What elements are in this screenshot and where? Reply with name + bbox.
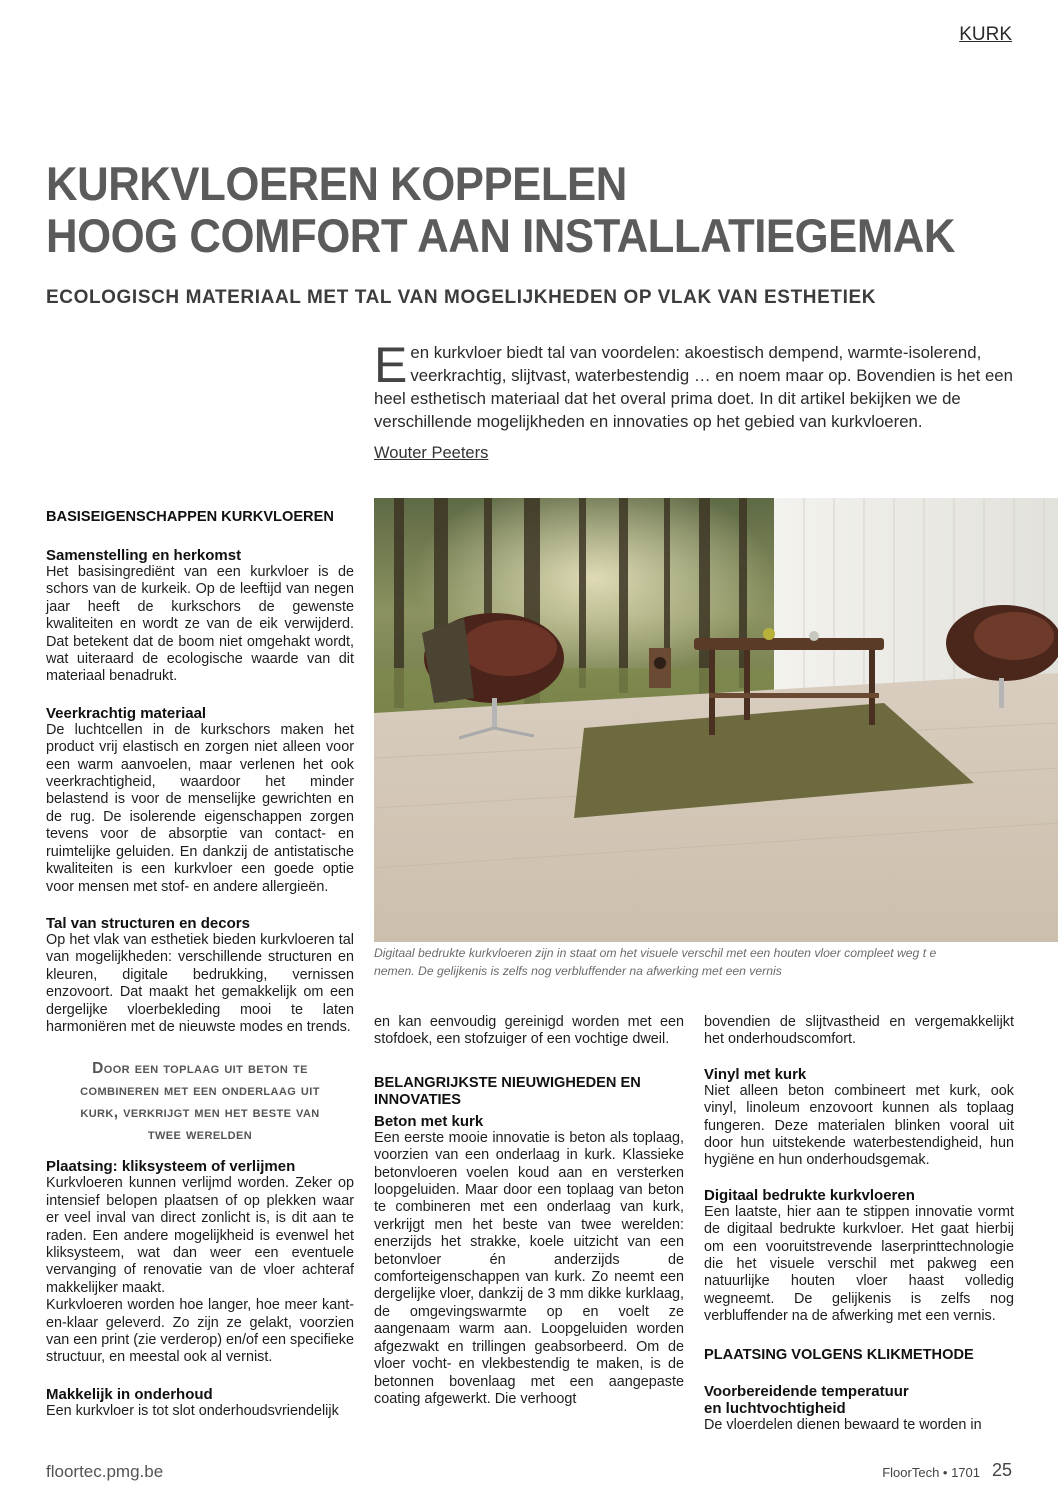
section-heading-basics: BASISEIGENSCHAPPEN KURKVLOEREN	[46, 509, 334, 525]
subheading-maintenance: Makkelijk in onderhoud	[46, 1385, 213, 1403]
paragraph: Een kurkvloer is tot slot onderhoudsvriendelijk	[46, 1402, 339, 1419]
column-2	[374, 1014, 684, 1408]
paragraph: De vloerdelen dienen bewaard te worden in	[704, 1416, 982, 1433]
article-subtitle: ECOLOGISCH MATERIAAL MET TAL VAN MOGELIJKHEDEN OP VLAK VAN ESTHETIEK	[46, 287, 877, 308]
subheading-structures: Tal van structuren en decors	[46, 914, 250, 932]
author-byline: Wouter Peeters	[374, 444, 489, 462]
paragraph: De luchtcellen in de kurkschors maken het product vrij elastisch en zorgen niet alleen voor een warm aanvoelen, maar verlenen het ook veerkrachtigheid, waardoor het minder belastend is voor de menselijke gewrichten en de rug. De isolerende eigenschappen zorgen tevens voor de absorptie van contact- en ruimtelijke geluiden. En dankzij de antistatische kwaliteiten is een kurkvloer een goede optie voor mensen met stof- en andere allergieën.	[46, 721, 354, 895]
paragraph: bovendien de slijtvastheid en vergemakkelijkt het onderhoudscomfort.	[704, 1014, 1014, 1048]
subheading-digital-print: Digitaal bedrukte kurkvloeren	[704, 1186, 915, 1204]
paragraph: Op het vlak van esthetiek bieden kurkvloeren tal van mogelijkheden: verschillende structuren en kleuren, digitale bedrukking, vernissen enzovoort. Dat maakt het gemakkelijk om een dergelijke vloerbekleding mooi te laten harmoniëren met de nieuwste modes en trends.	[46, 931, 354, 1035]
lead-paragraph	[374, 337, 1014, 433]
subheading-composition: Samenstelling en herkomst	[46, 547, 242, 564]
paragraph: Het basisingrediënt van een kurkvloer is de schors van de kurkeik. Op de leeftijd van negen jaar heeft de kurkschors de gewenste kwaliteiten en wordt ze van de eik verwijderd. Dat betekent dat de boom niet omgehakt wordt, wat uiteraard de ecologische waarde van dit materiaal benadrukt.	[46, 564, 354, 685]
page-number: 25	[991, 1460, 1012, 1480]
paragraph: en kan eenvoudig gereinigd worden met een stofdoek, een stofzuiger of een vochtige dweil.	[374, 1014, 684, 1048]
lead-text: en kurkvloer biedt tal van voordelen: akoestisch dempend, warmte-isolerend, veerkrachtig, slijtvast, waterbestendig … en noem maar op. Bovendien is het een heel esthetisch materiaal dat het overal prima doet. In dit artikel bekijken we de verschillende mogelijkheden en innovaties op het gebied van kurkvloeren.	[374, 343, 1013, 431]
footer-website: floortec.pmg.be	[46, 1462, 164, 1481]
subheading-temperature-line1: Voorbereidende temperatuur	[704, 1382, 909, 1400]
column-1	[46, 509, 354, 1420]
pull-quote: Door een toplaag uit beton te combineren met een onderlaag uit kurk, verkrijgt men het beste van twee werelden	[80, 1060, 320, 1144]
paragraph: Kurkvloeren kunnen verlijmd worden. Zeker op intensief belopen plaatsen of op plekken waar er veel inval van direct zonlicht is, is dit aan te raden. Een andere mogelijkheid is evenwel het kliksysteem, wat dan weer een eventuele vervanging of renovatie van de vloer achteraf makkelijker maakt.	[46, 1175, 354, 1296]
section-heading-click-method: PLAATSING VOLGENS KLIKMETHODE	[704, 1346, 974, 1363]
title-line-1: KURKVLOEREN KOPPELEN	[46, 157, 627, 210]
article-title	[46, 158, 957, 262]
section-heading-innovations: BELANGRIJKSTE NIEUWIGHEDEN EN INNOVATIES	[374, 1074, 641, 1108]
subheading-installation: Plaatsing: kliksysteem of verlijmen	[46, 1158, 296, 1176]
footer-magazine: FloorTech • 1701	[882, 1465, 980, 1480]
title-line-2: HOOG COMFORT AAN INSTALLATIEGEMAK	[46, 209, 955, 262]
subheading-temperature	[704, 1383, 1014, 1417]
paragraph: Kurkvloeren worden hoe langer, hoe meer kant-en-klaar geleverd. Zo zijn ze gelakt, voorzien van een print (zie verderop) en/of een specifieke structuur, en meestal ook al vernist.	[46, 1297, 354, 1366]
subheading-temperature-line2: en luchtvochtigheid	[704, 1399, 846, 1417]
drop-cap: E	[374, 337, 408, 393]
paragraph: Niet alleen beton combineert met kurk, ook vinyl, linoleum enzovoort kunnen als toplaag fungeren. Deze materialen blinken vooral uit door hun uitstekende waterbestendigheid, hun hygiëne en hun onderhoudsgemak.	[704, 1082, 1014, 1169]
subheading-resilient: Veerkrachtig materiaal	[46, 704, 207, 722]
photo-caption: Digitaal bedrukte kurkvloeren zijn in staat om het visuele verschil met een houten vloer compleet weg t e nemen. De gelijkenis is zelfs nog verbluffender na afwerking met een vernis	[374, 946, 937, 978]
paragraph: Een laatste, hier aan te stippen innovatie vormt de digitaal bedrukte kurkvloer. Het gaat hierbij om een vooruitstrevende laserprinttechnologie die het visuele verschil met pakweg een natuurlijke houten vloer haast volledig wegneemt. De gelijkenis is zelfs nog verbluffender na de afwerking met een vernis.	[704, 1203, 1014, 1325]
subheading-vinyl-cork: Vinyl met kurk	[704, 1065, 807, 1083]
subheading-concrete-cork: Beton met kurk	[374, 1112, 484, 1130]
paragraph: Een eerste mooie innovatie is beton als toplaag, voorzien van een onderlaag in kurk. Klassieke betonvloeren voelen koud aan en versterken loopgeluiden. Maar door een toplaag van beton te combineren met een onderlaag van kurk, verkrijgt men het beste van twee werelden: enerzijds het strakke, koele uitzicht van een betonvloer én anderzijds de comforteigenschappen van kurk. Zo neemt een dergelijke vloer, dankzij de 3 mm dikke kurklaag, de omgevingswarmte op en voelt ze aangenaam warm aan. Loopgeluiden worden afgezwakt en trillingen geabsorbeerd. Om de vloer vocht- en vlekbestendig te maken, is de betonnen bovenlaag met een aangepaste coating afgewerkt. Die verhoogt	[374, 1129, 684, 1407]
room-photo	[374, 498, 1058, 942]
section-tag: KURK	[959, 24, 1012, 45]
column-3	[704, 1014, 1014, 1434]
